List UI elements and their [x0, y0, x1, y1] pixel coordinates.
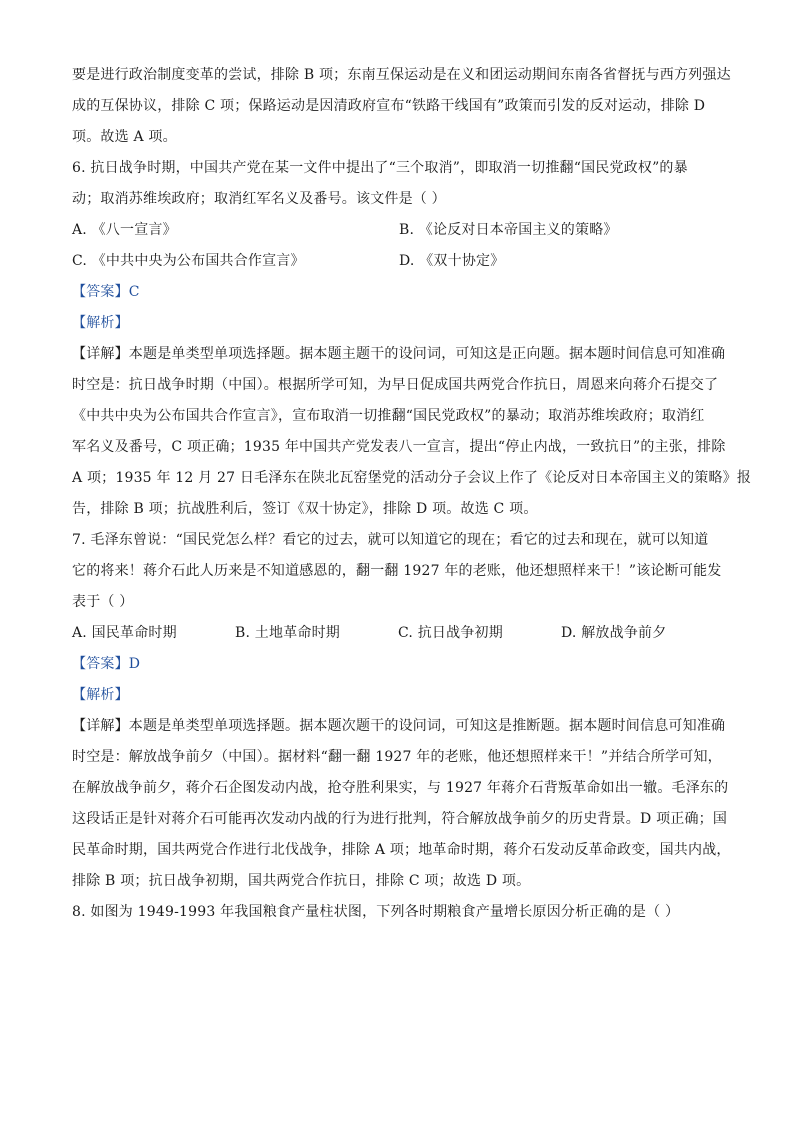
detail-line: 在解放战争前夕，蒋介石企图发动内战，抢夺胜利果实，与 1927 年蒋介石背叛革命如出一辙。毛泽东的 — [72, 780, 729, 796]
option-a: A. 国民革命时期 — [72, 625, 177, 641]
answer-label: 【答案】D — [72, 656, 141, 672]
option-c: C. 抗日战争初期 — [398, 625, 503, 641]
question-6-stem: 6. 抗日战争时期，中国共产党在某一文件中提出了“三个取消”，即取消一切推翻“国民党政权”的暴 — [72, 160, 688, 176]
question-7-stem: 它的将来！蒋介石此人历来是不知道感恩的，翻一翻 1927 年的老账，他还想照样来干！”该论断可能发 — [72, 563, 722, 579]
detail-line: A 项；1935 年 12 月 27 日毛泽东在陕北瓦窑堡党的活动分子会议上作了《论反对日本帝国主义的策略》报 — [72, 470, 752, 486]
detail-line: 【详解】本题是单类型单项选择题。据本题主题干的设问词，可知这是正向题。据本题时间信息可知准确 — [72, 346, 726, 362]
question-6-options — [72, 215, 727, 246]
detail-line: 时空是：解放战争前夕（中国）。据材料“翻一翻 1927 年的老账，他还想照样来干！”并结合所学可知， — [72, 749, 722, 765]
detail-line: 军名义及番号，C 项正确；1935 年中国共产党发表八一宣言，提出“停止内战，一致抗日”的主张，排除 — [72, 439, 726, 455]
detail-line: 这段话正是针对蒋介石可能再次发动内战的行为进行批判，符合解放战争前夕的历史背景。D 项正确；国 — [72, 811, 728, 827]
option-a: A. 《八一宣言》 — [72, 222, 177, 238]
detail-line: 【详解】本题是单类型单项选择题。据本题次题干的设问词，可知这是推断题。据本题时间信息可知准确 — [72, 718, 726, 734]
detail-line: 排除 B 项；抗日战争初期，国共两党合作抗日，排除 C 项；故选 D 项。 — [72, 873, 531, 889]
option-b: B. 土地革命时期 — [235, 625, 340, 641]
option-b: B. 《论反对日本帝国主义的策略》 — [399, 222, 618, 238]
detail-line: 民革命时期，国共两党合作进行北伐战争，排除 A 项；地革命时期，蒋介石发动反革命政变，国共内战， — [72, 842, 731, 858]
question-8-stem: 8. 如图为 1949-1993 年我国粮食产量柱状图，下列各时期粮食产量增长原因分析正确的是（ ） — [72, 904, 680, 920]
option-d: D. 《双十协定》 — [399, 253, 505, 269]
question-6-options — [72, 246, 727, 277]
question-6-stem: 动；取消苏维埃政府；取消红军名义及番号。该文件是（ ） — [72, 191, 446, 207]
text-line: 要是进行政治制度变革的尝试，排除 B 项；东南互保运动是在义和团运动期间东南各省督抚与西方列强达 — [72, 67, 731, 83]
detail-line: 告，排除 B 项；抗战胜利后，签订《双十协定》，排除 D 项。故选 C 项。 — [72, 501, 538, 517]
detail-line: 《中共中央为公布国共合作宣言》，宣布取消一切推翻“国民党政权”的暴动；取消苏维埃政府；取消红 — [72, 408, 705, 424]
text-line: 项。故选 A 项。 — [72, 129, 177, 145]
analysis-label: 【解析】 — [72, 687, 129, 703]
option-c: C. 《中共中央为公布国共合作宣言》 — [72, 253, 305, 269]
analysis-label: 【解析】 — [72, 315, 129, 331]
question-7-stem: 表于（ ） — [72, 594, 134, 610]
question-7-stem: 7. 毛泽东曾说：“国民党怎么样？看它的过去，就可以知道它的现在；看它的过去和现在，就可以知道 — [72, 532, 709, 548]
option-d: D. 解放战争前夕 — [561, 625, 667, 641]
text-line: 成的互保协议，排除 C 项；保路运动是因清政府宣布“铁路干线国有”政策而引发的反对运动，排除 D — [72, 98, 706, 114]
question-7-options — [72, 618, 727, 649]
document-page — [72, 60, 752, 928]
detail-line: 时空是：抗日战争时期（中国）。根据所学可知，为早日促成国共两党合作抗日，周恩来向蒋介石提交了 — [72, 377, 719, 393]
answer-label: 【答案】C — [72, 284, 140, 300]
